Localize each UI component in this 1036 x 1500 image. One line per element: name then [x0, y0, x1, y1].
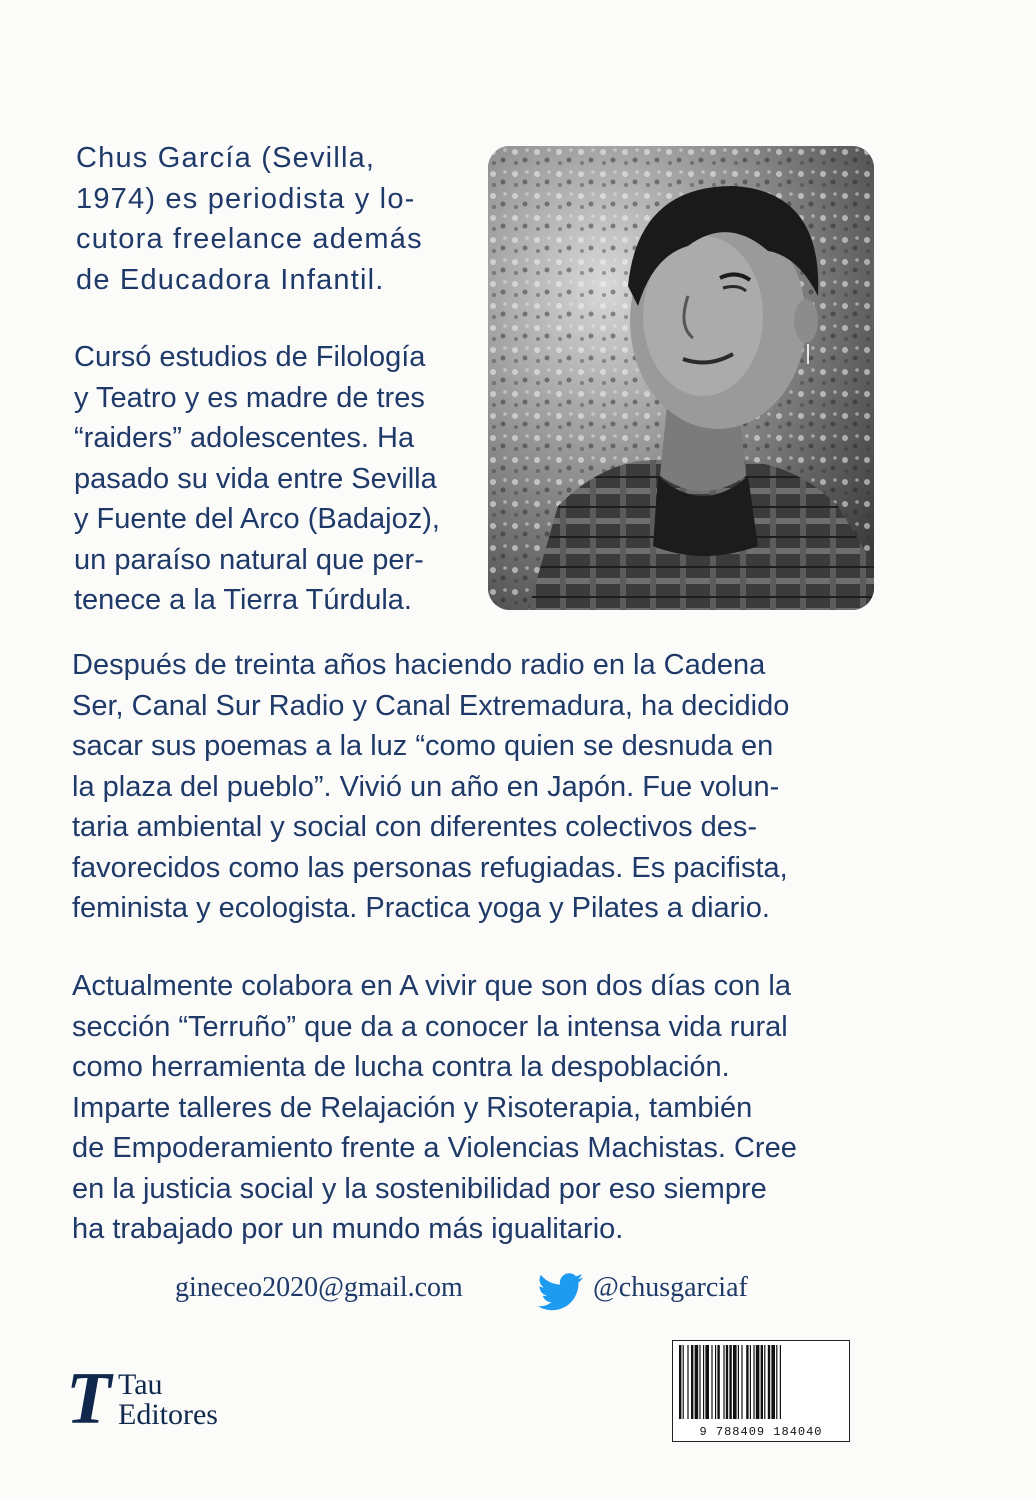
barcode-bar [733, 1345, 737, 1419]
barcode-bar [768, 1345, 770, 1419]
barcode-bar [715, 1345, 716, 1419]
publisher-name-line1: Tau [118, 1368, 163, 1401]
bio-line: como herramienta de lucha contra la despoblación. [72, 1051, 730, 1083]
bio-line: favorecidos como las personas refugiadas. Es pacifista, [72, 851, 788, 884]
twitter-handle[interactable]: @chusgarciaf [593, 1272, 748, 1303]
barcode-bar [717, 1345, 719, 1419]
bio-line: sección “Terruño” que da a conocer la intensa vida rural [72, 1010, 788, 1043]
bio-line: de Educadora Infantil. [76, 263, 385, 296]
author-photo [488, 146, 874, 610]
bio-paragraph-3 [72, 645, 872, 929]
bio-line: en la justicia social y la sostenibilidad por eso siempre [72, 1172, 767, 1205]
barcode-bar [746, 1345, 748, 1419]
bio-paragraph-1 [76, 138, 474, 300]
bio-line: Imparte talleres de Relajación y Risoterapia, también [72, 1091, 753, 1124]
barcode-bar [695, 1345, 699, 1419]
barcode-bar [726, 1345, 728, 1419]
bio-line: cutora freelance además [76, 223, 423, 255]
barcode-bar [738, 1345, 739, 1419]
bio-line: tenece a la Tierra Túrdula. [74, 584, 412, 616]
publisher-name-line2: Editores [118, 1398, 218, 1431]
bio-line: Actualmente colabora en A vivir que son dos días con la [72, 970, 791, 1002]
publisher-name [118, 1370, 218, 1430]
bio-line: taria ambiental y social con diferentes colectivos des- [72, 811, 758, 843]
bio-line: Ser, Canal Sur Radio y Canal Extremadura, ha decidido [72, 689, 790, 722]
barcode-bar [750, 1345, 751, 1419]
bio-line: pasado su vida entre Sevilla [74, 462, 437, 495]
barcode-digits: 9 788409 184040 [699, 1425, 823, 1439]
twitter-bird-icon [538, 1273, 584, 1311]
contact-email[interactable]: gineceo2020@gmail.com [175, 1272, 463, 1303]
bio-line: Después de treinta años haciendo radio en la Cadena [72, 649, 766, 681]
barcode-bar [741, 1345, 742, 1419]
bio-line: y Teatro y es madre de tres [74, 381, 425, 414]
barcode-bar [703, 1345, 704, 1419]
barcode-bar [756, 1345, 760, 1419]
barcode-bar [679, 1345, 681, 1419]
publisher-logo-letter: T [66, 1358, 112, 1440]
publisher-logo [66, 1358, 266, 1440]
barcode-bar [683, 1345, 684, 1419]
bio-line: sacar sus poemas a la luz “como quien se desnuda en [72, 730, 774, 762]
barcode-bar [771, 1345, 775, 1419]
bio-line: Chus García (Sevilla, [76, 142, 376, 174]
barcode-bar [729, 1345, 731, 1419]
bio-line: de Empoderamiento frente a Violencias Machistas. Cree [72, 1132, 797, 1164]
bio-line: y Fuente del Arco (Badajoz), [74, 503, 440, 535]
bio-line: feminista y ecologista. Practica yoga y Pilates a diario. [72, 892, 770, 924]
bio-line: la plaza del pueblo”. Vivió un año en Japón. Fue volun- [72, 770, 780, 803]
bio-line: un paraíso natural que per- [74, 543, 424, 576]
barcode-bar [780, 1345, 781, 1419]
bio-line: ha trabajado por un mundo más igualitario. [72, 1213, 624, 1245]
barcode-bar [691, 1345, 693, 1419]
barcode-bar [723, 1345, 724, 1419]
barcode-bar [753, 1345, 754, 1419]
barcode-bar [761, 1345, 763, 1419]
bio-line: “raiders” adolescentes. Ha [74, 422, 415, 454]
isbn-barcode [672, 1340, 850, 1442]
barcode-bar [699, 1345, 700, 1419]
barcode-bar [764, 1345, 765, 1419]
barcode-bar [705, 1345, 709, 1419]
bio-line: Cursó estudios de Filología [74, 341, 426, 373]
bio-line: 1974) es periodista y lo- [76, 182, 416, 215]
barcode-bar [711, 1345, 712, 1419]
barcode-bar [687, 1345, 688, 1419]
barcode-bars [673, 1341, 849, 1423]
bio-paragraph-4 [72, 966, 872, 1250]
barcode-bar [776, 1345, 777, 1419]
bio-paragraph-2 [74, 337, 472, 621]
